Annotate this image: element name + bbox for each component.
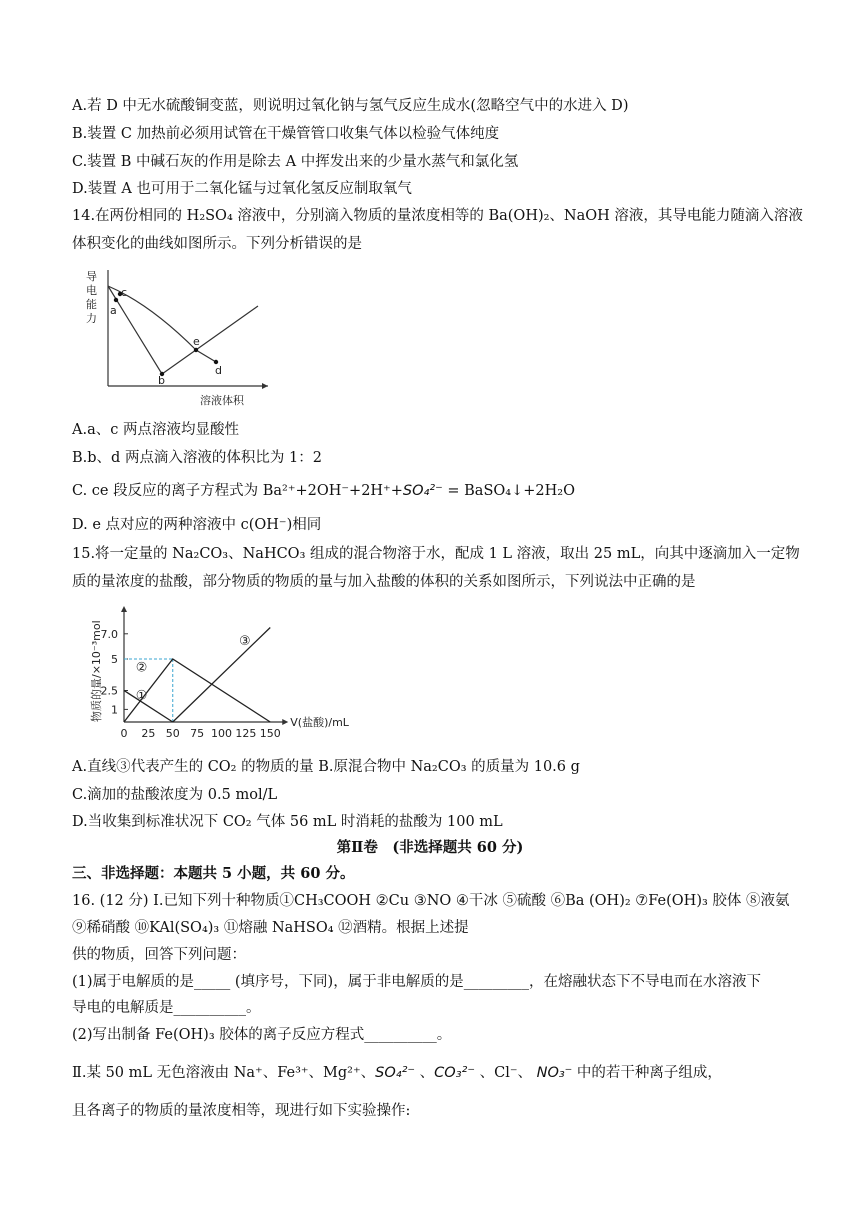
q16-sep2: 、Cl⁻、 xyxy=(474,1065,537,1081)
q14-option-c xyxy=(72,481,575,501)
q14-option-a: A.a、c 两点溶液均显酸性 xyxy=(72,422,239,438)
q15-series-label: ② xyxy=(135,660,148,676)
q15-y-tick-label: 5 xyxy=(111,653,118,666)
q15-x-tick-label: 150 xyxy=(259,727,281,740)
q16-ion-carbonate: CO₃²⁻ xyxy=(434,1065,475,1081)
q16-line8: 且各离子的物质的量浓度相等，现进行如下实验操作: xyxy=(72,1103,411,1119)
q14-option-c-pre: C. ce 段反应的离子方程式为 Ba²⁺+2OH⁻+2H⁺+ xyxy=(72,483,403,499)
q14-ylabel-4: 力 xyxy=(86,312,97,325)
q16-sep1: 、 xyxy=(415,1065,435,1081)
q15-series-line xyxy=(173,628,271,723)
q13-option-a: A.若 D 中无水硫酸铜变蓝，则说明过氧化钠与氢气反应生成水(忽略空气中的水进入 D) xyxy=(72,98,629,114)
q14-label-c: c xyxy=(121,286,128,299)
q14-conductivity-graph xyxy=(80,264,280,414)
q15-ylabel: 物质的量/×10⁻³mol xyxy=(90,620,103,722)
q15-series-line xyxy=(124,691,173,723)
q16-ion-nitrate: NO₃⁻ xyxy=(536,1065,573,1081)
q16-line7 xyxy=(72,1063,722,1083)
q15-y-tick-label: 2.5 xyxy=(100,684,118,698)
q16-line6: (2)写出制备 Fe(OH)₃ 胶体的离子反应方程式__________。 xyxy=(72,1027,452,1043)
q15-chart xyxy=(78,600,358,750)
q14-option-d: D. e 点对应的两种溶液中 c(OH⁻)相同 xyxy=(72,517,322,533)
q14-option-b: B.b、d 两点滴入溶液的体积比为 1：2 xyxy=(72,450,322,466)
q16-line4: (1)属于电解质的是_____ (填序号，下同)，属于非电解质的是_________，在熔融状态下不导电而在水溶液下 xyxy=(72,974,761,990)
q14-option-c-ion: SO₄²⁻ xyxy=(402,483,443,499)
q14-label-d: d xyxy=(215,364,222,377)
q15-option-c: C.滴加的盐酸浓度为 0.5 mol/L xyxy=(72,787,278,803)
q15-x-tick-label: 125 xyxy=(235,727,257,740)
q16-ion-sulfate: SO₄²⁻ xyxy=(375,1065,416,1081)
q14-point-e xyxy=(194,348,198,352)
q15-y-tick-label: 1 xyxy=(111,703,118,717)
q14-stem-line2: 体积变化的曲线如图所示。下列分析错误的是 xyxy=(72,236,362,252)
q15-xlabel: V(盐酸)/mL xyxy=(290,716,349,729)
q15-series-label: ③ xyxy=(239,634,251,650)
q15-y-arrow xyxy=(121,606,127,612)
q15-series-label: ① xyxy=(135,688,148,704)
q15-x-tick-label: 0 xyxy=(120,727,128,740)
q16-line1: 16. (12 分) Ⅰ.已知下列十种物质①CH₃COOH ②Cu ③NO ④干冰 ⑤硫酸 ⑥Ba (OH)₂ ⑦Fe(OH)₃ 胶体 ⑧液氨 xyxy=(72,893,790,909)
q14-stem-line1: 14.在两份相同的 H₂SO₄ 溶液中，分别滴入物质的量浓度相等的 Ba(OH)₂、NaOH 溶液，其导电能力随滴入溶液 xyxy=(72,208,803,224)
q16-line5: 导电的电解质是__________。 xyxy=(72,1000,261,1016)
q15-stem-line1: 15.将一定量的 Na₂CO₃、NaHCO₃ 组成的混合物溶于水，配成 1 L 溶液，取出 25 mL，向其中逐滴加入一定物 xyxy=(72,546,800,562)
q16-line7-post: 中的若干种离子组成， xyxy=(572,1065,722,1081)
section-title: 第Ⅱ卷 (非选择题共 60 分) xyxy=(336,839,524,856)
q15-x-arrow xyxy=(282,719,288,725)
q15-x-tick-label: 25 xyxy=(141,727,156,740)
q14-ylabel-2: 电 xyxy=(86,284,97,297)
q15-stem-line2: 质的量浓度的盐酸，部分物质的物质的量与加入盐酸的体积的关系如图所示，下列说法中正确的是 xyxy=(72,574,696,590)
q14-label-e: e xyxy=(193,335,200,348)
q14-label-a: a xyxy=(110,304,117,317)
q13-option-d: D.装置 A 也可用于二氧化锰与过氧化氢反应制取氧气 xyxy=(72,181,412,197)
q15-x-tick-label: 50 xyxy=(165,727,180,740)
q15-option-d: D.当收集到标准状况下 CO₂ 气体 56 mL 时消耗的盐酸为 100 mL xyxy=(72,814,503,830)
q15-x-tick-label: 75 xyxy=(190,727,205,740)
q14-ylabel-1: 导 xyxy=(86,270,97,283)
section-heading: 三、非选择题：本题共 5 小题，共 60 分。 xyxy=(72,865,355,882)
q14-xlabel: 溶液体积 xyxy=(200,394,244,407)
q14-ylabel-3: 能 xyxy=(86,298,97,311)
q16-line3: 供的物质，回答下列问题： xyxy=(72,947,246,963)
q14-point-a xyxy=(114,298,118,302)
q15-x-tick-label: 100 xyxy=(211,727,232,740)
q13-option-b: B.装置 C 加热前必须用试管在干燥管管口收集气体以检验气体纯度 xyxy=(72,126,500,142)
q14-curve-baoh2 xyxy=(108,286,258,374)
q14-option-c-post: = BaSO₄↓+2H₂O xyxy=(442,483,575,499)
q15-option-ab: A.直线③代表产生的 CO₂ 的物质的量 B.原混合物中 Na₂CO₃ 的质量为 10.6 g xyxy=(72,759,580,775)
q13-option-c: C.装置 B 中碱石灰的作用是除去 A 中挥发出来的少量水蒸气和氯化氢 xyxy=(72,154,519,170)
q15-y-tick-label: 7.0 xyxy=(100,627,118,641)
q14-label-b: b xyxy=(158,374,165,387)
q16-line7-pre: Ⅱ.某 50 mL 无色溶液由 Na⁺、Fe³⁺、Mg²⁺、 xyxy=(72,1065,376,1081)
q16-line2: ⑨稀硝酸 ⑩KAl(SO₄)₃ ⑪熔融 NaHSO₄ ⑫酒精。根据上述提 xyxy=(72,920,469,936)
